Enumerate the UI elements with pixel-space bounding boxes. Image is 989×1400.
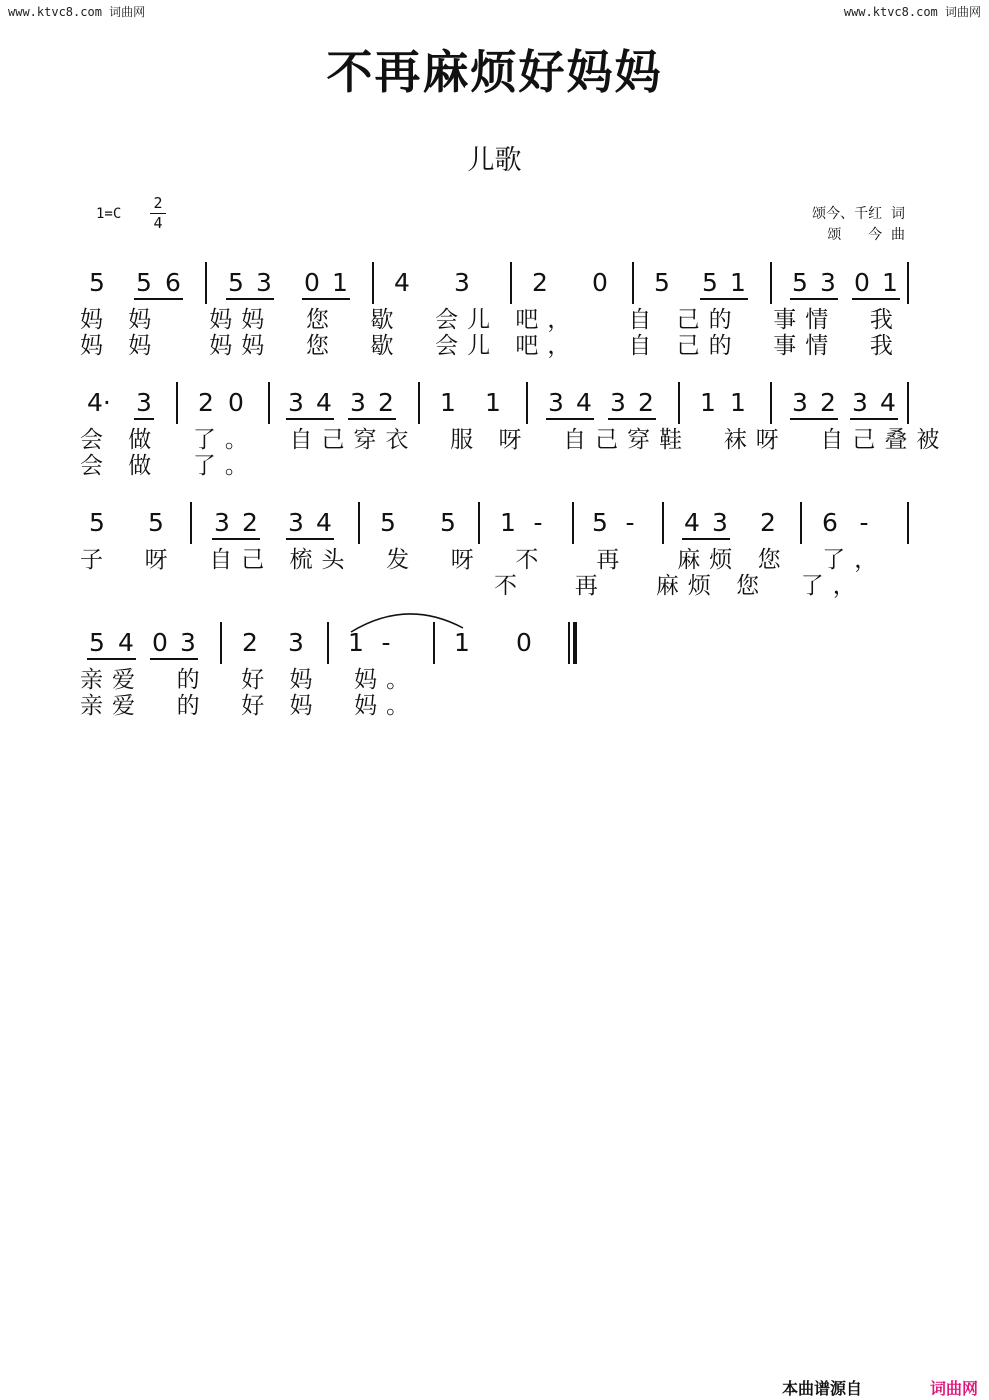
bar-line [358,502,360,544]
note: 4 [118,628,134,657]
note: 5 [702,268,718,297]
note: 3 [288,388,304,417]
note: 4 [394,268,410,297]
lyric-verse-1: 子 呀 自己 梳头 发 呀 不 再 麻烦 您 了， [80,547,887,573]
note: 4 [576,388,592,417]
eighth-note-underline [608,418,656,420]
note: 5 [792,268,808,297]
note: 3 [350,388,366,417]
note: 3 [288,508,304,537]
note: 3 [180,628,196,657]
note: 2 [198,388,214,417]
time-signature-bottom: 4 [150,213,166,233]
note: 5 [89,268,105,297]
note: 0 [152,628,168,657]
dash-note: - [533,508,543,537]
note: 6 [822,508,838,537]
note: 5 [592,508,608,537]
eighth-note-underline [87,658,136,660]
note: 2 [532,268,548,297]
bar-line [632,262,634,304]
eighth-note-underline [700,298,748,300]
eighth-note-underline [226,298,274,300]
bar-line [478,502,480,544]
eighth-note-underline [286,538,334,540]
bar-line [907,382,909,424]
bar-line [205,262,207,304]
note: 1 [440,388,456,417]
notes-line [0,628,989,664]
note: 1 [454,628,470,657]
note: 2 [638,388,654,417]
eighth-note-underline [134,298,183,300]
composer-credit: 颂 今 曲 [827,227,905,243]
note: 5 [148,508,164,537]
bar-line [372,262,374,304]
bar-line [907,502,909,544]
lyric-verse-2: 不 再 麻烦 您 了， [494,573,865,599]
song-subtitle: 儿歌 [467,145,522,176]
note: 0 [516,628,532,657]
note: 2 [820,388,836,417]
note: 1 [348,628,364,657]
watermark-right: www.ktvc8.com 词曲网 [843,5,981,19]
note: 0 [592,268,608,297]
note: 5 [228,268,244,297]
bar-line [418,382,420,424]
note: 3 [214,508,230,537]
note: 2 [760,508,776,537]
bar-line [327,622,329,664]
note: 1 [500,508,516,537]
note: 1 [700,388,716,417]
final-barline-thick [573,622,577,664]
note: 0 [228,388,244,417]
note: 0 [304,268,320,297]
note: 5 [89,628,105,657]
note: 1 [882,268,898,297]
note: 5 [440,508,456,537]
note: 1 [730,388,746,417]
note: 6 [165,268,181,297]
bar-line [572,502,574,544]
notes-line [0,508,989,544]
bar-line [678,382,680,424]
eighth-note-underline [348,418,396,420]
note: 5 [89,508,105,537]
note: 3 [852,388,868,417]
bar-line [190,502,192,544]
note: 3 [256,268,272,297]
eighth-note-underline [850,418,898,420]
eighth-note-underline [790,418,838,420]
note: 3 [136,388,152,417]
eighth-note-underline [790,298,838,300]
note: 3 [820,268,836,297]
note: 3 [792,388,808,417]
watermark-left: www.ktvc8.com 词曲网 [8,5,146,19]
note: 3 [610,388,626,417]
notes-line [0,388,989,424]
eighth-note-underline [302,298,350,300]
footer-logo: 词曲网 [930,1379,979,1398]
final-barline-thin [568,622,570,664]
bar-line [662,502,664,544]
eighth-note-underline [546,418,594,420]
time-signature-top: 2 [153,194,163,212]
note: 4 [684,508,700,537]
song-title: 不再麻烦好妈妈 [326,45,663,99]
footer-source: 本曲谱源自 [782,1379,863,1398]
note: 2 [378,388,394,417]
lyric-verse-2: 会 做 了。 [80,453,257,479]
eighth-note-underline [286,418,334,420]
credits [812,204,905,246]
note: 3 [288,628,304,657]
bar-line [800,502,802,544]
bar-line [510,262,512,304]
note: 1 [485,388,501,417]
note: 2 [242,628,258,657]
note: 3 [454,268,470,297]
tie-arc [345,606,485,636]
lyric-verse-1: 会 做 了。 自己穿衣 服 呀 自己穿鞋 袜呀 自己叠被 [80,427,949,453]
dash-note: - [381,628,391,657]
bar-line [526,382,528,424]
eighth-note-underline [134,418,154,420]
note: 3 [712,508,728,537]
eighth-note-underline [212,538,260,540]
time-signature [150,194,166,233]
lyricist-credit: 颂今、千红 词 [812,206,905,222]
eighth-note-underline [682,538,730,540]
note: 4 [880,388,896,417]
eighth-note-underline [150,658,198,660]
lyric-verse-1: 亲爱 的 好 妈 妈。 [80,667,419,693]
note: 4 [316,508,332,537]
bar-line [220,622,222,664]
bar-line [907,262,909,304]
note: 0 [854,268,870,297]
dash-note: - [859,508,869,537]
eighth-note-underline [852,298,900,300]
bar-line [176,382,178,424]
dash-note: - [625,508,635,537]
key-signature: 1=C [96,206,122,222]
note: 4 [316,388,332,417]
lyric-verse-2: 妈 妈 妈妈 您 歇 会儿 吧， 自 己的 事情 我 [80,333,902,359]
lyric-verse-2: 亲爱 的 好 妈 妈。 [80,693,419,719]
note: 1 [730,268,746,297]
note: 3 [548,388,564,417]
lyric-verse-1: 妈 妈 妈妈 您 歇 会儿 吧， 自 己的 事情 我 [80,307,902,333]
note: 5 [654,268,670,297]
bar-line [770,382,772,424]
note: 5 [380,508,396,537]
note: 1 [332,268,348,297]
note: 2 [242,508,258,537]
note: 4· [87,388,111,417]
note: 5 [136,268,152,297]
bar-line [770,262,772,304]
bar-line [268,382,270,424]
notes-line [0,268,989,304]
